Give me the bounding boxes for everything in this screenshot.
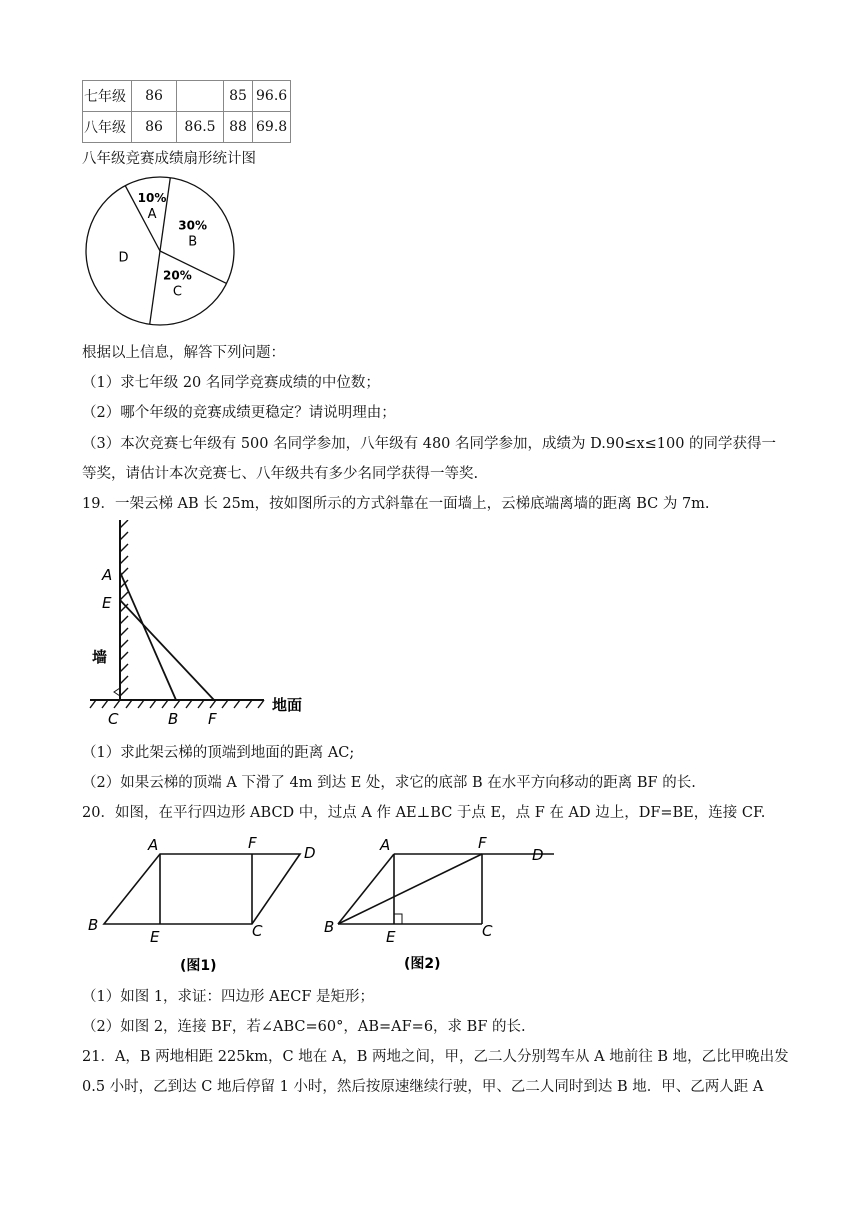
q20-stem: 20．如图，在平行四边形 ABCD 中，过点 A 作 AE⊥BC 于点 E，点 F 在 AD 边上，DF=BE，连接 CF. xyxy=(82,805,766,821)
pie-caption: 八年级竞赛成绩扇形统计图 xyxy=(82,151,256,167)
fig2-label-c: C xyxy=(482,922,493,940)
variance-cell: 69.8 xyxy=(253,112,291,143)
pie-percent-label-a: 10% xyxy=(137,190,167,205)
pie-category-label-a: A xyxy=(147,206,157,222)
figure-2 xyxy=(338,854,554,924)
q18-part2: （2）哪个年级的竞赛成绩更稳定？请说明理由； xyxy=(82,405,396,421)
q18-part3-line1: （3）本次竞赛七年级有 500 名同学参加，八年级有 480 名同学参加，成绩为 D.90≤x≤100 的同学获得一 xyxy=(82,436,777,452)
label-ground: 地面 xyxy=(272,696,303,714)
q18-part3-line2: 等奖，请估计本次竞赛七、八年级共有多少名同学获得一等奖. xyxy=(82,466,479,482)
fig1-caption: (图1) xyxy=(180,958,217,974)
q20-part2: （2）如图 2，连接 BF，若∠ABC=60°，AB=AF=6，求 BF 的长. xyxy=(82,1019,526,1035)
label-wall: 墙 xyxy=(92,648,108,666)
ladder-figure xyxy=(84,520,324,732)
ladder-ef xyxy=(120,600,214,700)
label-a: A xyxy=(102,566,113,584)
q21-line2: 0.5 小时，乙到达 C 地后停留 1 小时，然后按原速继续行驶，甲、乙二人同时到达 B 地．甲、乙两人距 A xyxy=(82,1079,764,1095)
q19-part1: （1）求此架云梯的顶端到地面的距离 AC; xyxy=(82,745,355,761)
grade-cell: 七年级 xyxy=(83,81,132,112)
label-e: E xyxy=(102,594,112,612)
grade-cell: 八年级 xyxy=(83,112,132,143)
median-cell: 86.5 xyxy=(177,112,224,143)
pie-category-label-d: D xyxy=(118,250,129,266)
fig2-label-f: F xyxy=(478,834,487,852)
label-f: F xyxy=(208,710,217,728)
label-b: B xyxy=(168,710,179,728)
table-row xyxy=(83,112,291,143)
fig2-label-e: E xyxy=(386,928,396,946)
fig1-label-b: B xyxy=(88,916,99,934)
q21-line1: 21．A，B 两地相距 225km，C 地在 A，B 两地之间，甲，乙二人分别驾车从 A 地前往 B 地，乙比甲晚出发 xyxy=(82,1049,789,1065)
pie-chart xyxy=(80,168,242,334)
mean-cell: 86 xyxy=(132,112,177,143)
pie-category-label-b: B xyxy=(188,234,198,250)
pie-group xyxy=(86,177,234,325)
fig1-label-f: F xyxy=(248,834,257,852)
fig2-label-d: D xyxy=(532,846,544,864)
mode-cell: 85 xyxy=(224,81,253,112)
median-cell xyxy=(177,81,224,112)
fig1-label-c: C xyxy=(252,922,263,940)
figure-1 xyxy=(104,854,300,924)
fig2-label-b: B xyxy=(324,918,335,936)
fig2-label-a: A xyxy=(380,836,391,854)
ladder-ab xyxy=(120,572,176,700)
q20-part1: （1）如图 1，求证：四边形 AECF 是矩形； xyxy=(82,989,374,1005)
fig1-label-e: E xyxy=(150,928,160,946)
fig1-label-a: A xyxy=(148,836,159,854)
pie-category-label-c: C xyxy=(172,284,182,300)
mode-cell: 88 xyxy=(224,112,253,143)
parallelogram-figures xyxy=(84,832,564,980)
pie-percent-label-b: 30% xyxy=(178,218,208,233)
pie-percent-label-c: 20% xyxy=(163,268,192,283)
stats-table xyxy=(82,80,291,143)
q18-part1: （1）求七年级 20 名同学竞赛成绩的中位数； xyxy=(82,375,380,391)
label-c: C xyxy=(108,710,119,728)
q18-intro: 根据以上信息，解答下列问题： xyxy=(82,345,285,361)
ground-hatching xyxy=(90,700,264,708)
q19-part2: （2）如果云梯的顶端 A 下滑了 4m 到达 E 处，求它的底部 B 在水平方向移动的距离 BF 的长. xyxy=(82,775,696,791)
fig1-label-d: D xyxy=(304,844,316,862)
q19-stem: 19．一架云梯 AB 长 25m，按如图所示的方式斜靠在一面墙上，云梯底端离墙的距离 BC 为 7m. xyxy=(82,496,710,512)
fig2-caption: (图2) xyxy=(404,956,441,972)
table-row xyxy=(83,81,291,112)
variance-cell: 96.6 xyxy=(253,81,291,112)
mean-cell: 86 xyxy=(132,81,177,112)
